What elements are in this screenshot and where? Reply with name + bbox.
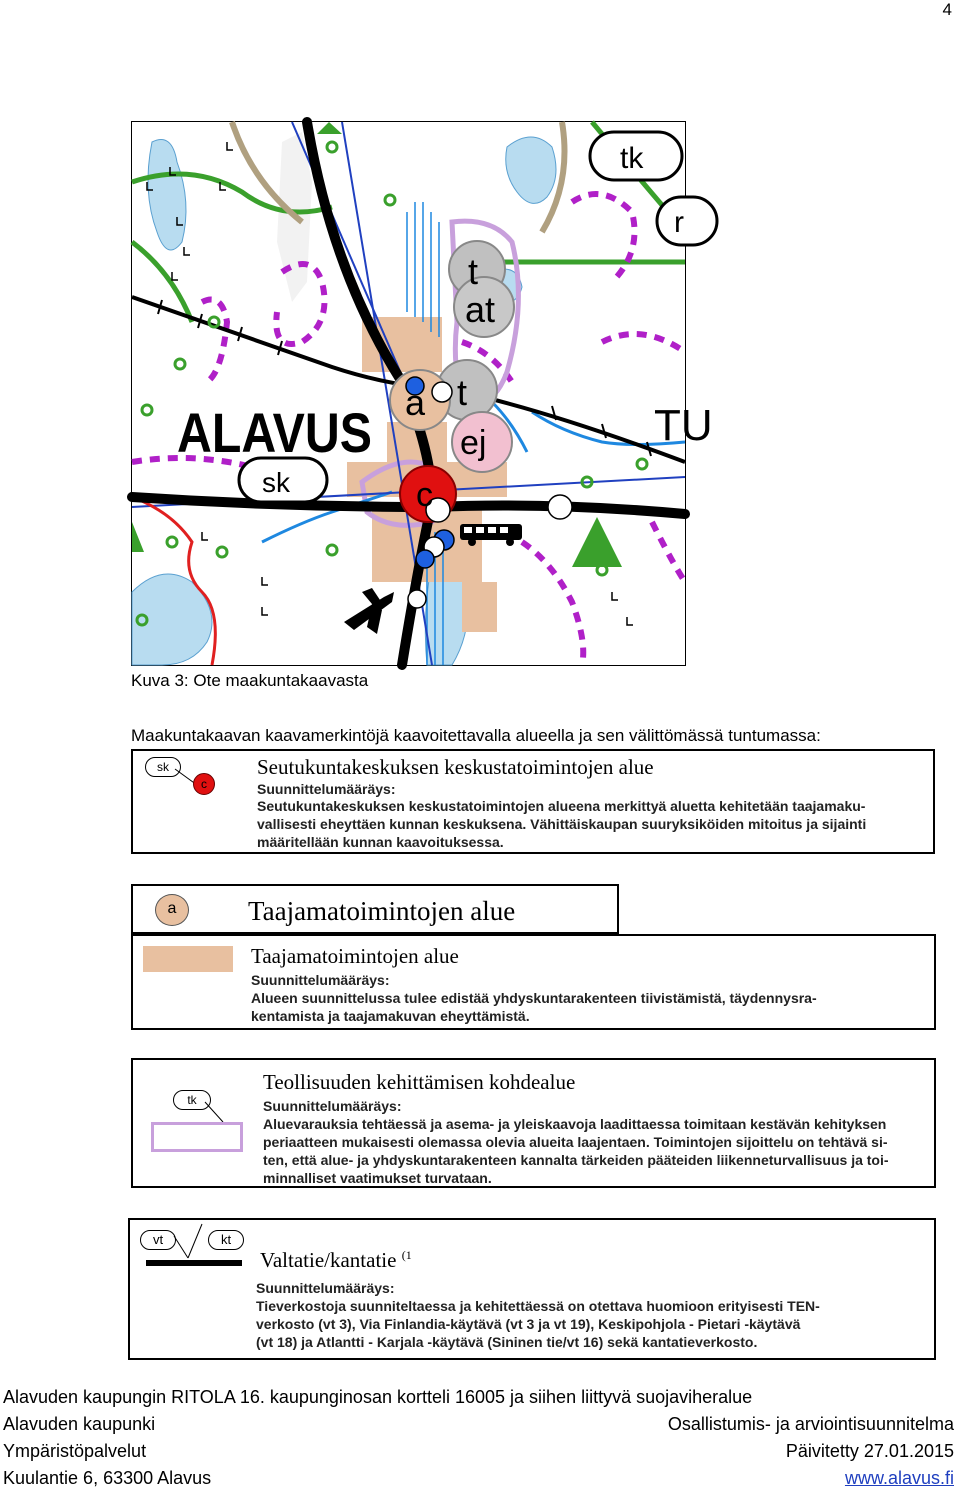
legend-a-text: Alueen suunnittelussa tulee edistää yhdyskuntarakenteen tiivistämistä, täydennysra- kentamista ja taajamakuvan eheyttämistä. xyxy=(251,990,817,1024)
label-a: a xyxy=(405,382,426,423)
legend-a-header xyxy=(131,884,619,934)
legend-sk-subtitle: Suunnittelumääräys: xyxy=(257,781,396,797)
label-sk: sk xyxy=(262,467,290,498)
legend-sk-title: Seutukuntakeskuksen keskustatoimintojen alue xyxy=(257,755,654,779)
label-r: r xyxy=(674,206,684,239)
legend-vt-leader xyxy=(170,1222,220,1262)
legend-a-title: Taajamatoimintojen alue xyxy=(251,944,459,968)
legend-tk-swatch xyxy=(151,1122,243,1152)
legend-a-circle: a xyxy=(155,894,189,926)
legend-vt xyxy=(128,1218,936,1360)
legend-vt-symbol: vt xyxy=(140,1230,176,1250)
footer-updated: Päivitetty 27.01.2015 xyxy=(785,1441,954,1461)
map-excerpt xyxy=(131,121,713,666)
footer-website-link[interactable]: www.alavus.fi xyxy=(844,1468,954,1488)
legend-a-swatch xyxy=(143,946,233,972)
legend-tk-subtitle: Suunnittelumääräys: xyxy=(263,1098,402,1114)
legend-sk-text: Seutukuntakeskuksen keskustatoimintojen alueena merkittyä aluetta kehitetään taajamaku- vallisesti eheyttäen kunnan keskuksena. Vähittäiskaupan suuryksiköiden mitoitus ja sijainti määritellään kunnan kaavoituksessa. xyxy=(257,798,867,850)
label-c: c xyxy=(416,476,433,514)
label-t1: t xyxy=(468,251,479,292)
label-at: at xyxy=(465,289,496,330)
legend-tk-text: Aluevarauksia tehtäessä ja asema- ja yleiskaavoja laadittaessa toimitaan kestävän kehityksen periaatteen mukaisesti olemassa olevia alueita laajentaen. Toimintojen sijoittelu on tehtävä si- ten, että alue- ja yhdyskuntarakenteen kannalta tärkeiden pääteiden liikenneturvallisuus ja toi- minnalliset vaatimukset turvataan. xyxy=(263,1116,889,1186)
intro-text: Maakuntakaavan kaavamerkintöjä kaavoitettavalla alueella ja sen välittömässä tuntumassa: xyxy=(131,726,821,745)
figure-caption: Kuva 3: Ote maakuntakaavasta xyxy=(131,671,369,690)
label-alavus: ALAVUS xyxy=(177,401,372,464)
legend-a-title-top: Taajamatoimintojen alue xyxy=(248,896,516,926)
map-graphic xyxy=(132,122,713,665)
legend-vt-subtitle: Suunnittelumääräys: xyxy=(256,1280,395,1296)
label-tu: TU xyxy=(654,401,713,450)
footer-address: Kuulantie 6, 63300 Alavus xyxy=(3,1468,212,1488)
legend-a-subtitle: Suunnittelumääräys: xyxy=(251,972,390,988)
legend-tk xyxy=(131,1058,936,1188)
label-ej: ej xyxy=(460,424,487,462)
legend-a xyxy=(131,934,936,1030)
footer-project: Alavuden kaupungin RITOLA 16. kaupunginosan kortteli 16005 ja siihen liittyvä suojaviheralue xyxy=(3,1387,753,1407)
legend-sk xyxy=(131,749,935,854)
footer-org: Alavuden kaupunki xyxy=(3,1414,156,1434)
r-label-box xyxy=(657,197,717,245)
legend-kt-symbol: kt xyxy=(208,1230,244,1250)
label-tk: tk xyxy=(620,142,644,175)
legend-vt-text: Tieverkostoja suunniteltaessa ja kehitettäessä on otettava huomioon erityisesti TEN- verkosto (vt 3), Via Finlandia-käytävä (vt 3 ja vt 19), Keskipohjola - Pietari -käytävä (vt 18) ja Atlantti - Karjala -käytävä (Sininen tie/vt 16) sekä kantatieverkosto. xyxy=(256,1298,820,1350)
footer-dept: Ympäristöpalvelut xyxy=(3,1441,147,1461)
footer-doc-type: Osallistumis- ja arviointisuunnitelma xyxy=(667,1414,954,1434)
legend-sk-symbol: sk xyxy=(145,757,181,777)
legend-vt-title: Valtatie/kantatie $^{(1}$ xyxy=(260,1248,412,1272)
page-number: 4 xyxy=(942,0,952,19)
legend-tk-symbol: tk xyxy=(173,1090,211,1110)
legend-road-line xyxy=(146,1260,242,1266)
label-t2: t xyxy=(457,372,468,413)
legend-c-circle: c xyxy=(193,773,215,795)
legend-tk-title: Teollisuuden kehittämisen kohdealue xyxy=(263,1070,576,1094)
